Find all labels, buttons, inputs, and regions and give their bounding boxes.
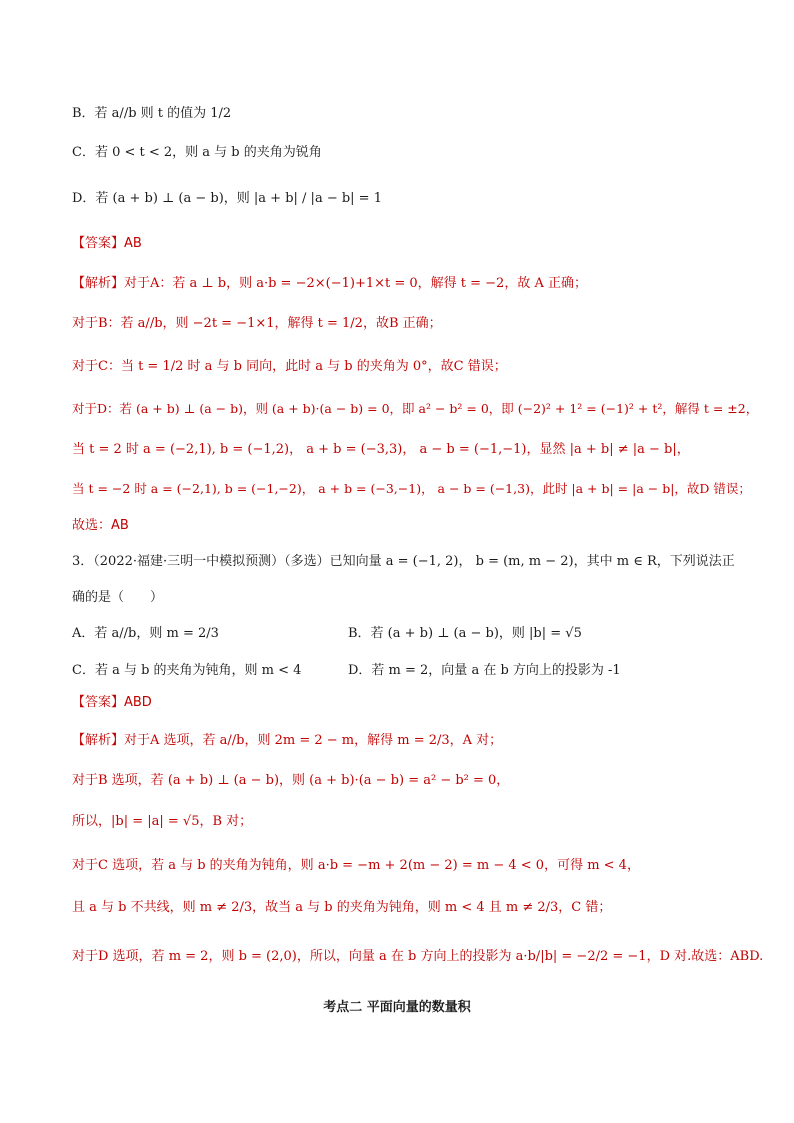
- analysis-3-a: 【解析】对于A 选项，若 a//b，则 2m = 2 − m，解得 m = 2/3，A 对；: [72, 733, 503, 748]
- answer-1: 【答案】AB: [72, 236, 142, 251]
- q3-option-b: B．若 (a + b) ⊥ (a − b)，则 |b| = √5: [348, 626, 582, 641]
- option-c: C．若 0 < t < 2，则 a 与 b 的夹角为锐角: [72, 145, 322, 160]
- option-b: B．若 a//b 则 t 的值为 1/2: [72, 106, 232, 121]
- analysis-3-c: 对于C 选项，若 a 与 b 的夹角为钝角，则 a·b = −m + 2(m − 2) = m − 4 < 0，可得 m < 4，: [72, 858, 640, 873]
- q3-option-a: A．若 a//b，则 m = 2/3: [72, 626, 219, 641]
- analysis-3-b: 对于B 选项，若 (a + b) ⊥ (a − b)，则 (a + b)·(a − b) = a² − b² = 0，: [72, 773, 510, 788]
- analysis-1-d3: 当 t = −2 时 a = (−2,1), b = (−1,−2)， a + b = (−3,−1)， a − b = (−1,3)，此时 |a + b| = |a − b|，故D 错误；: [72, 481, 751, 496]
- analysis-3-c2: 且 a 与 b 不共线，则 m ≠ 2/3，故当 a 与 b 的夹角为钝角，则 m < 4 且 m ≠ 2/3，C 错；: [72, 900, 612, 915]
- analysis-1-b: 对于B：若 a//b，则 −2t = −1×1，解得 t = 1/2，故B 正确；: [72, 316, 442, 331]
- analysis-1-a: 【解析】对于A：若 a ⊥ b，则 a·b = −2×(−1)+1×t = 0，解得 t = −2，故 A 正确；: [72, 276, 587, 291]
- q3-option-c: C．若 a 与 b 的夹角为钝角，则 m < 4: [72, 663, 302, 678]
- answer-3: 【答案】ABD: [72, 695, 152, 710]
- selection-1: 故选：AB: [72, 518, 129, 533]
- analysis-1-d2: 当 t = 2 时 a = (−2,1), b = (−1,2)， a + b = (−3,3)， a − b = (−1,−1)，显然 |a + b| ≠ |a − b|，: [72, 442, 690, 457]
- section-title: 考点二 平面向量的数量积: [323, 1000, 471, 1015]
- question-3-line-1: 3．（2022·福建·三明一中模拟预测）（多选）已知向量 a = (−1, 2)， b = (m, m − 2)，其中 m ∈ R，下列说法正: [72, 554, 735, 569]
- analysis-1-c: 对于C：当 t = 1/2 时 a 与 b 同向，此时 a 与 b 的夹角为 0°，故C 错误；: [72, 359, 507, 374]
- question-3-line-2: 确的是（ ）: [72, 590, 164, 605]
- q3-option-d: D．若 m = 2，向量 a 在 b 方向上的投影为 -1: [348, 663, 621, 678]
- analysis-3-b2: 所以，|b| = |a| = √5，B 对；: [72, 814, 253, 829]
- analysis-3-d: 对于D 选项，若 m = 2，则 b = (2,0)，所以，向量 a 在 b 方向上的投影为 a·b/|b| = −2/2 = −1，D 对.故选：ABD.: [72, 949, 764, 964]
- option-d: D．若 (a + b) ⊥ (a − b)，则 |a + b| / |a − b| = 1: [72, 191, 382, 206]
- analysis-1-d: 对于D：若 (a + b) ⊥ (a − b)，则 (a + b)·(a − b) = 0，即 a² − b² = 0，即 (−2)² + 1² = (−1)² + t²，解得 t = ±2，: [72, 401, 759, 416]
